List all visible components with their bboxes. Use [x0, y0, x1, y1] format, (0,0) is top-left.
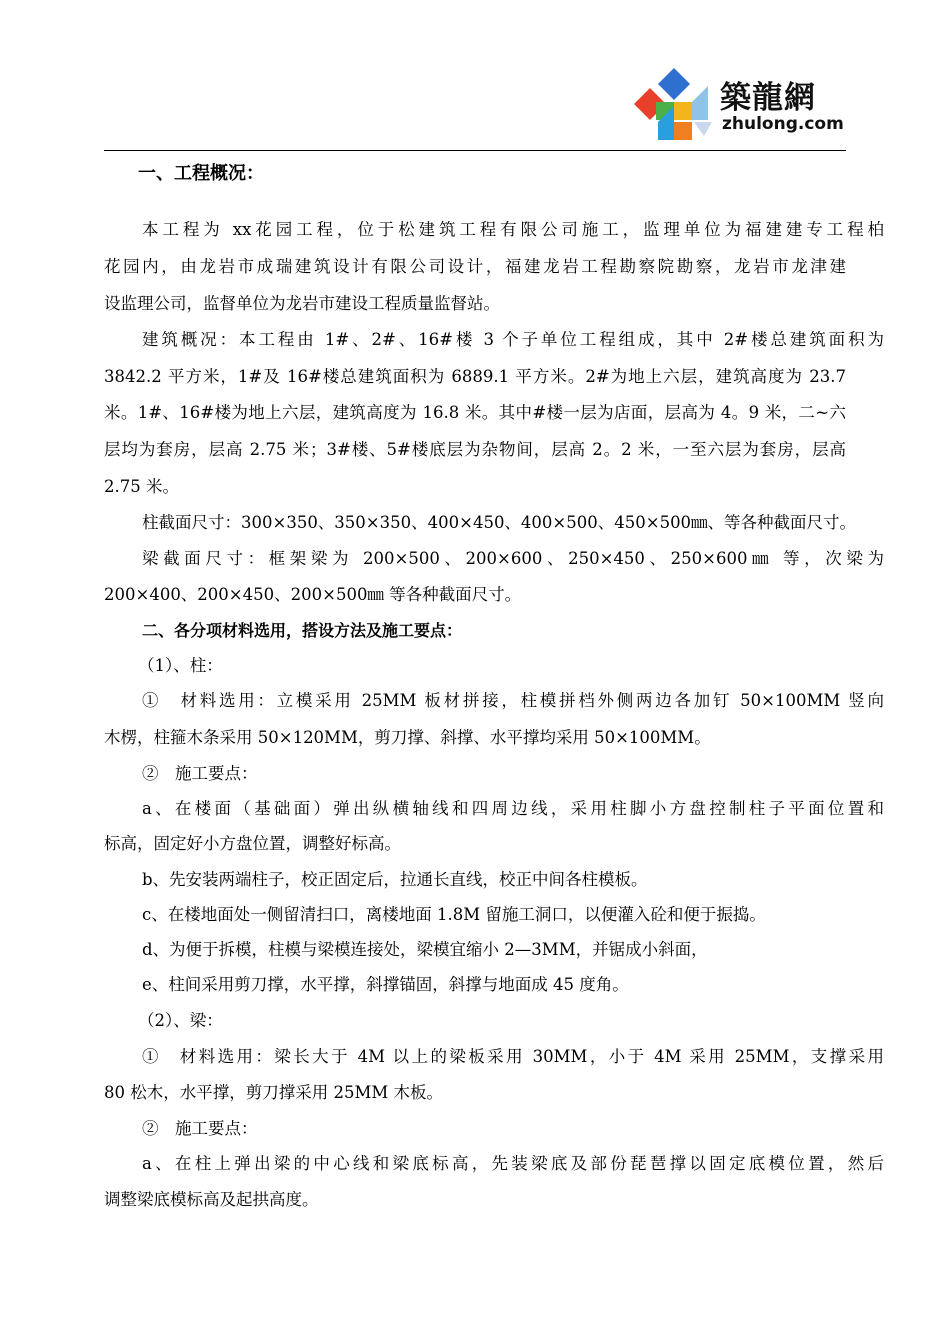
- subsection-title-beam: （2）、梁：: [138, 1011, 223, 1030]
- zhulong-logo: [632, 66, 847, 142]
- paragraph-line: a、在楼面（基础面）弹出纵横轴线和四周边线，采用柱脚小方盘控制柱子平面位置和: [142, 799, 884, 818]
- paragraph-line: ① 材料选用：立模采用 25MM 板材拼接，柱模拼档外侧两边各加钉 50×100MM 竖向: [142, 691, 884, 710]
- section-title-materials: 二、各分项材料选用，搭设方法及施工要点：: [142, 621, 463, 640]
- paragraph-line: 2.75 米。: [104, 477, 179, 496]
- paragraph-line: 建筑概况：本工程由 1#、2#、16#楼 3 个子单位工程组成，其中 2#楼总建筑面积为: [142, 330, 884, 349]
- paragraph-line: 80 松木，水平撑，剪刀撑采用 25MM 木板。: [104, 1083, 444, 1102]
- paragraph-line: 花园内，由龙岩市成瑞建筑设计有限公司设计，福建龙岩工程勘察院勘察，龙岩市龙津建: [104, 257, 846, 276]
- paragraph-line: ② 施工要点：: [142, 764, 258, 783]
- paragraph-line: 米。1#、16#楼为地上六层，建筑高度为 16.8 米。其中#楼一层为店面，层高为 4。9 米，二~六: [104, 403, 846, 422]
- paragraph-line: 调整梁底模标高及起拱高度。: [104, 1190, 319, 1209]
- paragraph-line: ① 材料选用：梁长大于 4M 以上的梁板采用 30MM，小于 4M 采用 25MM，支撑采用: [142, 1047, 884, 1066]
- logo-mark-icon: [632, 66, 716, 142]
- paragraph-line: 层均为套房，层高 2.75 米；3#楼、5#楼底层为杂物间，层高 2。2 米，一至六层为套房，层高: [104, 440, 847, 459]
- paragraph-line: d、为便于拆模，柱模与梁模连接处，梁模宜缩小 2—3MM，并锯成小斜面，: [142, 940, 708, 959]
- paragraph-line: a、在柱上弹出梁的中心线和梁底标高，先装梁底及部份琵琶撑以固定底模位置，然后: [142, 1154, 884, 1173]
- paragraph-line: ② 施工要点：: [142, 1119, 258, 1138]
- paragraph-line: 柱截面尺寸：300×350、350×350、400×450、400×500、450×500㎜、等各种截面尺寸。: [142, 513, 857, 532]
- paragraph-line: 设监理公司，监督单位为龙岩市建设工程质量监督站。: [104, 294, 500, 313]
- paragraph-line: e、柱间采用剪刀撑，水平撑，斜撑锚固，斜撑与地面成 45 度角。: [142, 975, 629, 994]
- paragraph-line: 木楞，柱箍木条采用 50×120MM，剪刀撑、斜撑、水平撑均采用 50×100MM。: [104, 728, 711, 747]
- subsection-title-column: （1）、柱：: [138, 656, 223, 675]
- logo-english-text: zhulong.com: [722, 114, 844, 134]
- paragraph-line: 200×400、200×450、200×500㎜ 等各种截面尺寸。: [104, 585, 522, 604]
- paragraph-line: 本工程为 xx花园工程，位于松建筑工程有限公司施工，监理单位为福建建专工程柏: [142, 220, 884, 239]
- logo-chinese-text: 築龍網: [720, 80, 816, 116]
- paragraph-line: 标高，固定好小方盘位置，调整好标高。: [104, 834, 401, 853]
- paragraph-line: 梁截面尺寸：框架梁为 200×500、200×600、250×450、250×600㎜ 等，次梁为: [142, 549, 884, 568]
- section-title-overview: 一、工程概况：: [138, 163, 264, 184]
- paragraph-line: c、在楼地面处一侧留清扫口，离楼地面 1.8M 留施工洞口，以便灌入砼和便于振捣。: [142, 905, 766, 924]
- header-rule: [104, 150, 846, 151]
- paragraph-line: 3842.2 平方米，1#及 16#楼总建筑面积为 6889.1 平方米。2#为地上六层，建筑高度为 23.7: [104, 367, 846, 386]
- paragraph-line: b、先安装两端柱子，校正固定后，拉通长直线，校正中间各柱模板。: [142, 870, 648, 889]
